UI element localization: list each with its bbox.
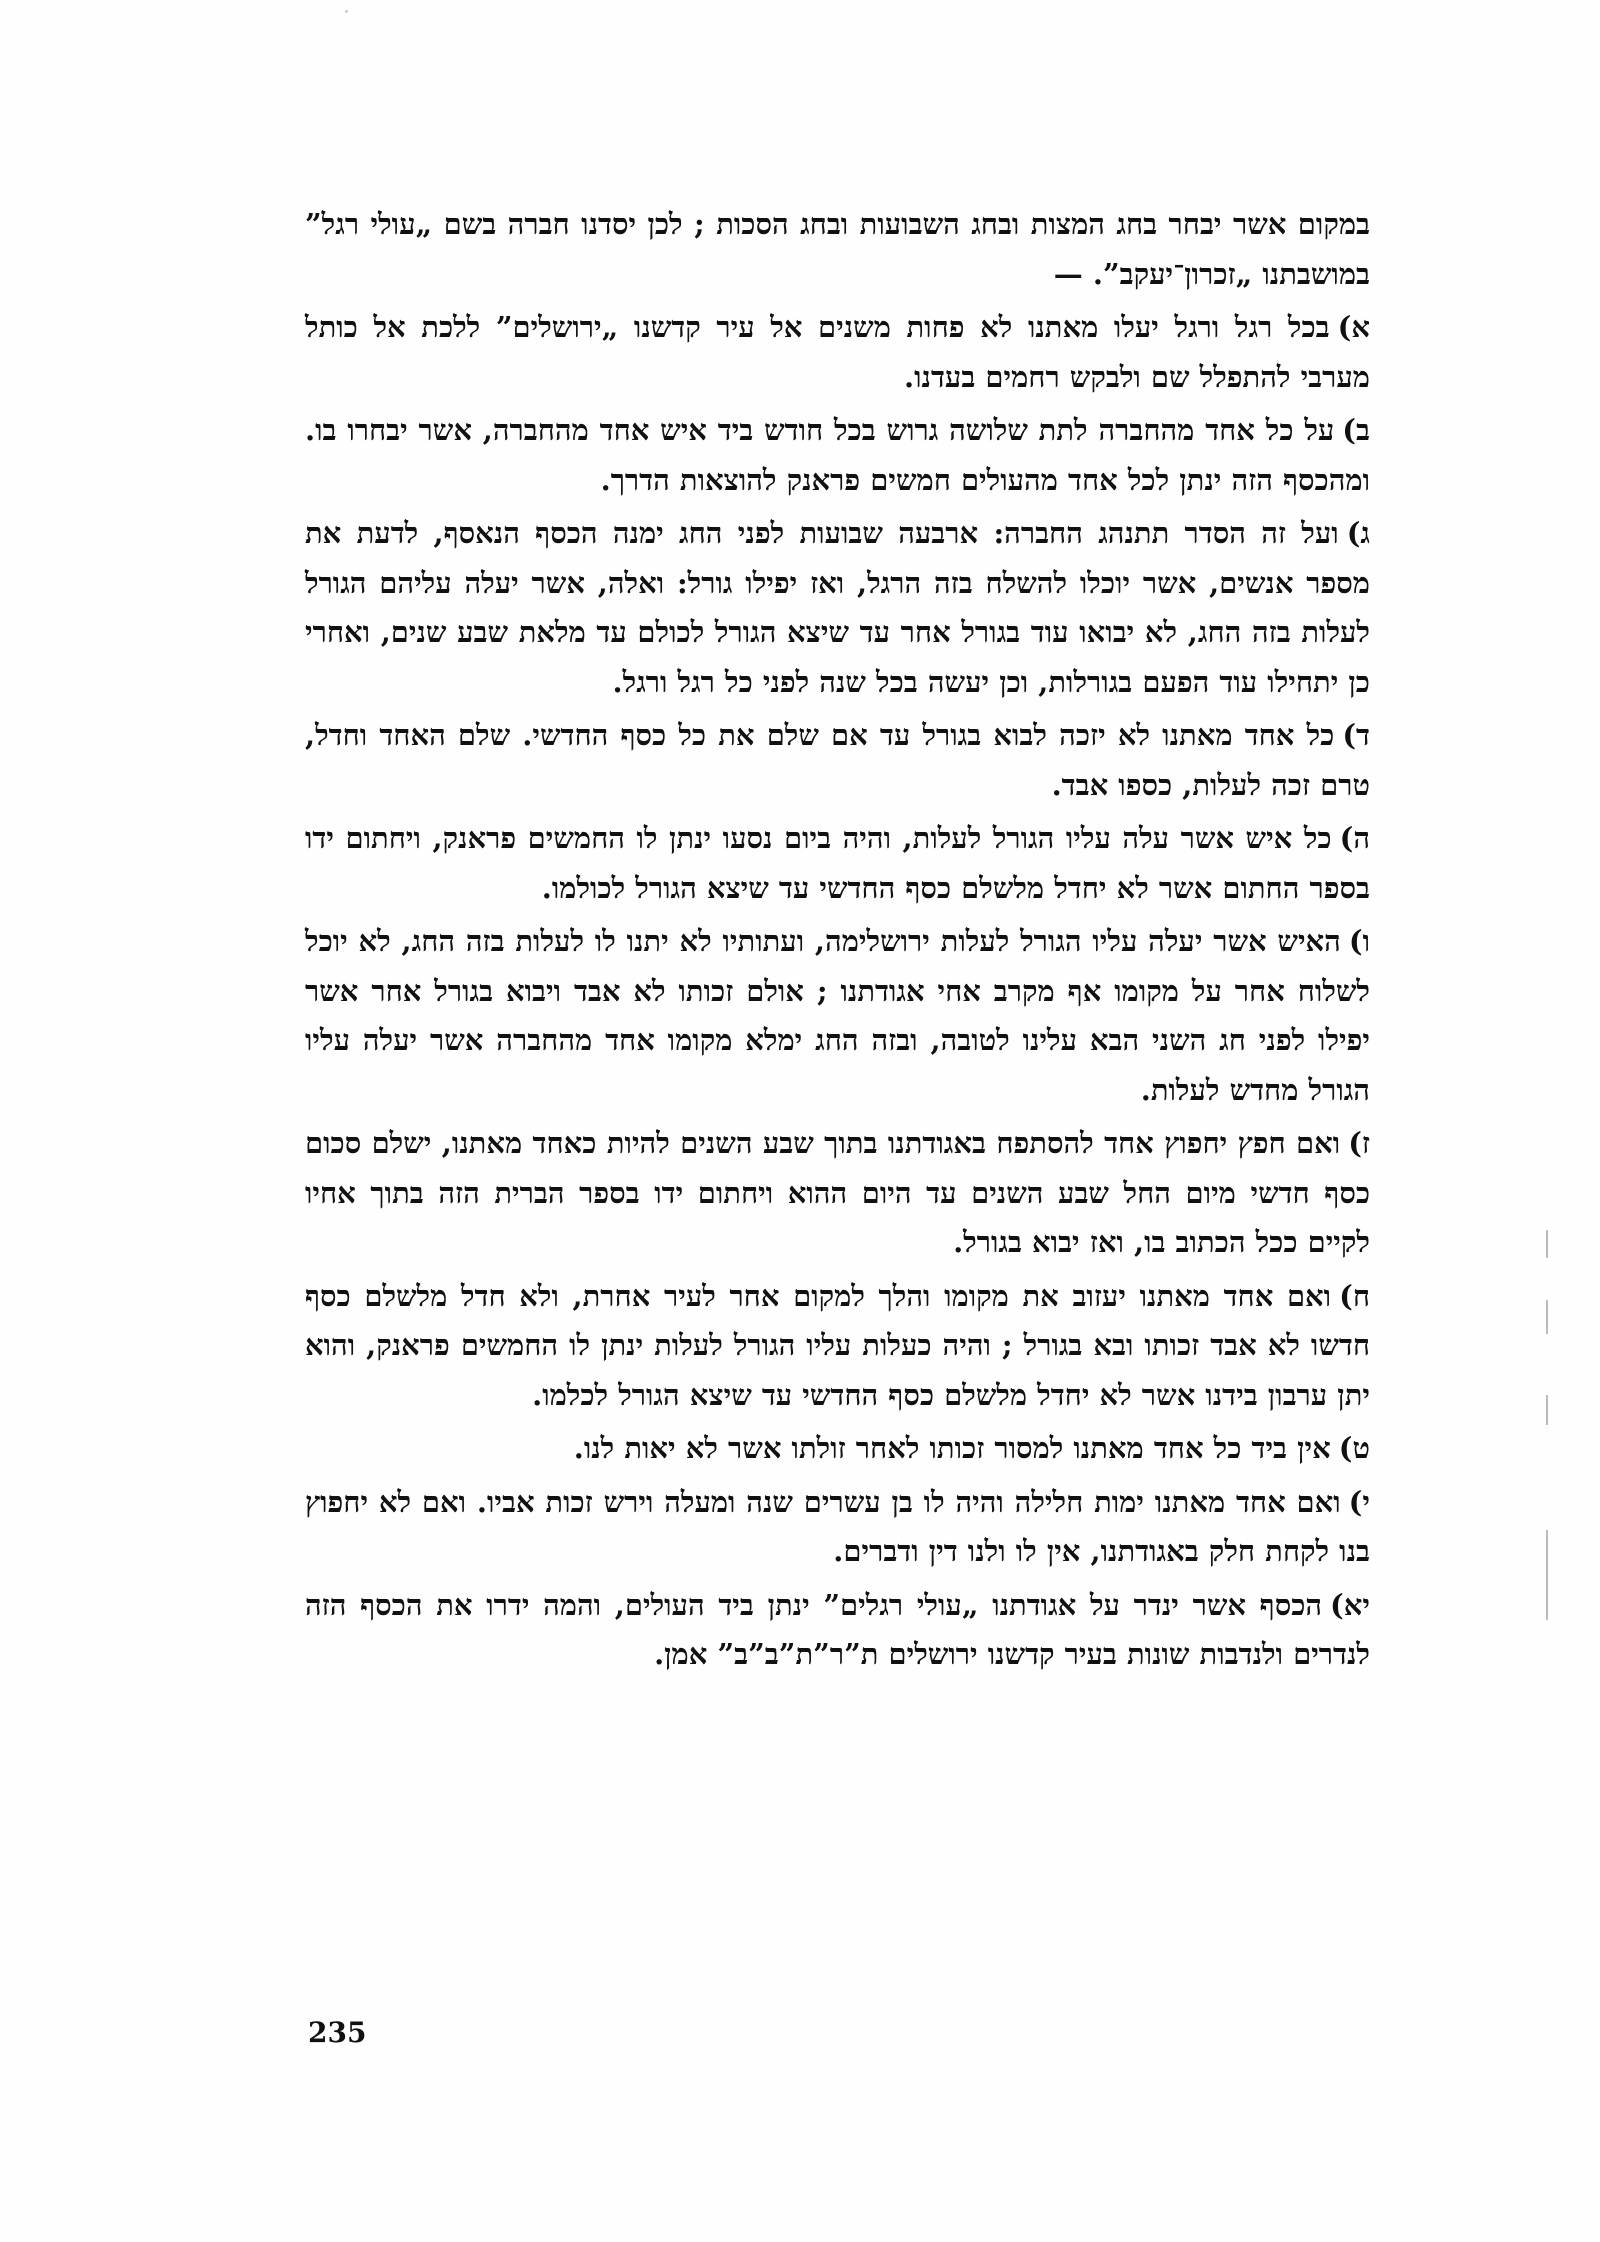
page-number: 235: [308, 2016, 367, 2049]
paragraph-label: ט): [1338, 1431, 1370, 1465]
paragraph-label: א): [1337, 310, 1370, 344]
paragraph-text: ואם חפץ יחפוץ אחד להסתפח באגודתנו בתוך שבע השנים להיות כאחד מאתנו, ישלם סכום כסף חדשי מיום החל שבע השנים עד היום ההוא ויחתום ידו בספר הברית הזה בתוך אחיו לקיים ככל הכתוב בו, ואז יבוא בגורל.: [305, 1126, 1370, 1259]
paragraph-vav: [305, 917, 1370, 1115]
paragraph-gimel: [305, 509, 1370, 707]
paragraph-label: ז): [1348, 1126, 1370, 1160]
document-body: [305, 200, 1370, 1684]
paragraph-label: ב): [1342, 413, 1370, 447]
paragraph-dalet: [305, 711, 1370, 810]
scan-artifact: [1546, 1395, 1548, 1425]
scan-artifact: [1546, 1230, 1548, 1258]
paragraph-label: יא): [1330, 1587, 1370, 1622]
paragraph-label: ו): [1348, 924, 1370, 958]
paragraph-yod: [305, 1478, 1370, 1577]
paragraph-text: האיש אשר יעלה עליו הגורל לעלות ירושלימה, ועתותיו לא יתנו לו לעלות בזה החג, לא יוכל לשלוח אחר על מקומו אף מקרב אחי אגודתנו ; אולם זכותו לא אבד ויבוא בגורל אחר אשר יפילו לפני חג השני הבא עלינו לטובה, ובזה החג ימלא מקומו אחד מהחברה אשר יעלה עליו הגורל מחדש לעלות.: [305, 924, 1370, 1107]
paragraph-text: הכסף אשר ינדר על אגודתנו „עולי רגלים” ינתן ביד העולים, והמה ידרו את הכסף הזה לנדרים ולנדבות שונות בעיר קדשנו ירושלים ת”ר”ת”ב”ב” אמן.: [305, 1587, 1370, 1671]
scan-artifact: [1546, 1530, 1548, 1620]
paragraph-het: [305, 1272, 1370, 1421]
paragraph-label: ח): [1339, 1278, 1370, 1313]
scan-artifact: [1546, 1300, 1548, 1334]
paragraph-bet: [305, 406, 1370, 505]
paragraph-text: כל אחד מאתנו לא יזכה לבוא בגורל עד אם שלם את כל כסף החדשי. שלם האחד וחדל, טרם זכה לעלות, כספו אבד.: [305, 718, 1370, 802]
paragraph-label: ד): [1342, 718, 1370, 752]
paragraph-alef: [305, 303, 1370, 402]
intro-paragraph: במקום אשר יבחר בחג המצות ובחג השבועות ובחג הסכות ; לכן יסדנו חברה בשם „עולי רגל” במושבתנו „זכרון־יעקב”. —: [305, 207, 1371, 291]
paragraph-text: ועל זה הסדר תתנהג החברה: ארבעה שבועות לפני החג ימנה הכסף הנאסף, לדעת את מספר אנשים, אשר יוכלו להשלח בזה הרגל, ואז יפילו גורל: ואלה, אשר יעלה עליהם הגורל לעלות בזה החג, לא יבואו עוד בגורל אחר עד שיצא הגורל לכולם עד מלאת שבע שנים, ואחרי כן יתחילו עוד הפעם בגורלות, וכן יעשה בכל שנה לפני כל רגל ורגל.: [305, 516, 1370, 699]
paragraph-yod-alef: [305, 1581, 1370, 1680]
paragraph-text: ואם אחד מאתנו ימות חלילה והיה לו בן עשרים שנה ומעלה וירש זכות אביו. ואם לא יחפוץ בנו לקחת חלק באגודתנו, אין לו ולנו דין ודברים.: [305, 1484, 1370, 1568]
paragraph-text: בכל רגל ורגל יעלו מאתנו לא פחות משנים אל עיר קדשנו „ירושלים” ללכת אל כותל מערבי להתפלל שם ולבקש רחמים בעדנו.: [305, 310, 1370, 394]
paragraph-label: י): [1348, 1484, 1370, 1519]
paragraph-label: ה): [1339, 821, 1370, 855]
paragraph-he: [305, 814, 1370, 913]
paragraph-text: על כל אחד מהחברה לתת שלושה גרוש בכל חודש ביד איש אחד מהחברה, אשר יבחרו בו. ומהכסף הזה ינתן לכל אחד מהעולים חמשים פראנק להוצאות הדרך.: [305, 413, 1370, 497]
scan-speck: [345, 10, 348, 13]
paragraph-zayin: [305, 1119, 1370, 1268]
paragraph-tet: [305, 1424, 1370, 1474]
paragraph-text: אין ביד כל אחד מאתנו למסור זכותו לאחר זולתו אשר לא יאות לנו.: [573, 1431, 1331, 1465]
paragraph-label: ג): [1346, 516, 1370, 550]
paragraph-text: כל איש אשר עלה עליו הגורל לעלות, והיה ביום נסעו ינתן לו החמשים פראנק, ויחתום ידו בספר החתום אשר לא יחדל מלשלם כסף החדשי עד שיצא הגורל לכולמו.: [305, 821, 1370, 905]
paragraph-text: ואם אחד מאתנו יעזוב את מקומו והלך למקום אחר לעיר אחרת, ולא חדל מלשלם כסף חדשו לא אבד זכותו ובא בגורל ; והיה כעלות עליו הגורל לעלות ינתן לו החמשים פראנק, והוא יתן ערבון בידנו אשר לא יחדל מלשלם כסף החדשי עד שיצא הגורל לכלמו.: [305, 1278, 1370, 1412]
